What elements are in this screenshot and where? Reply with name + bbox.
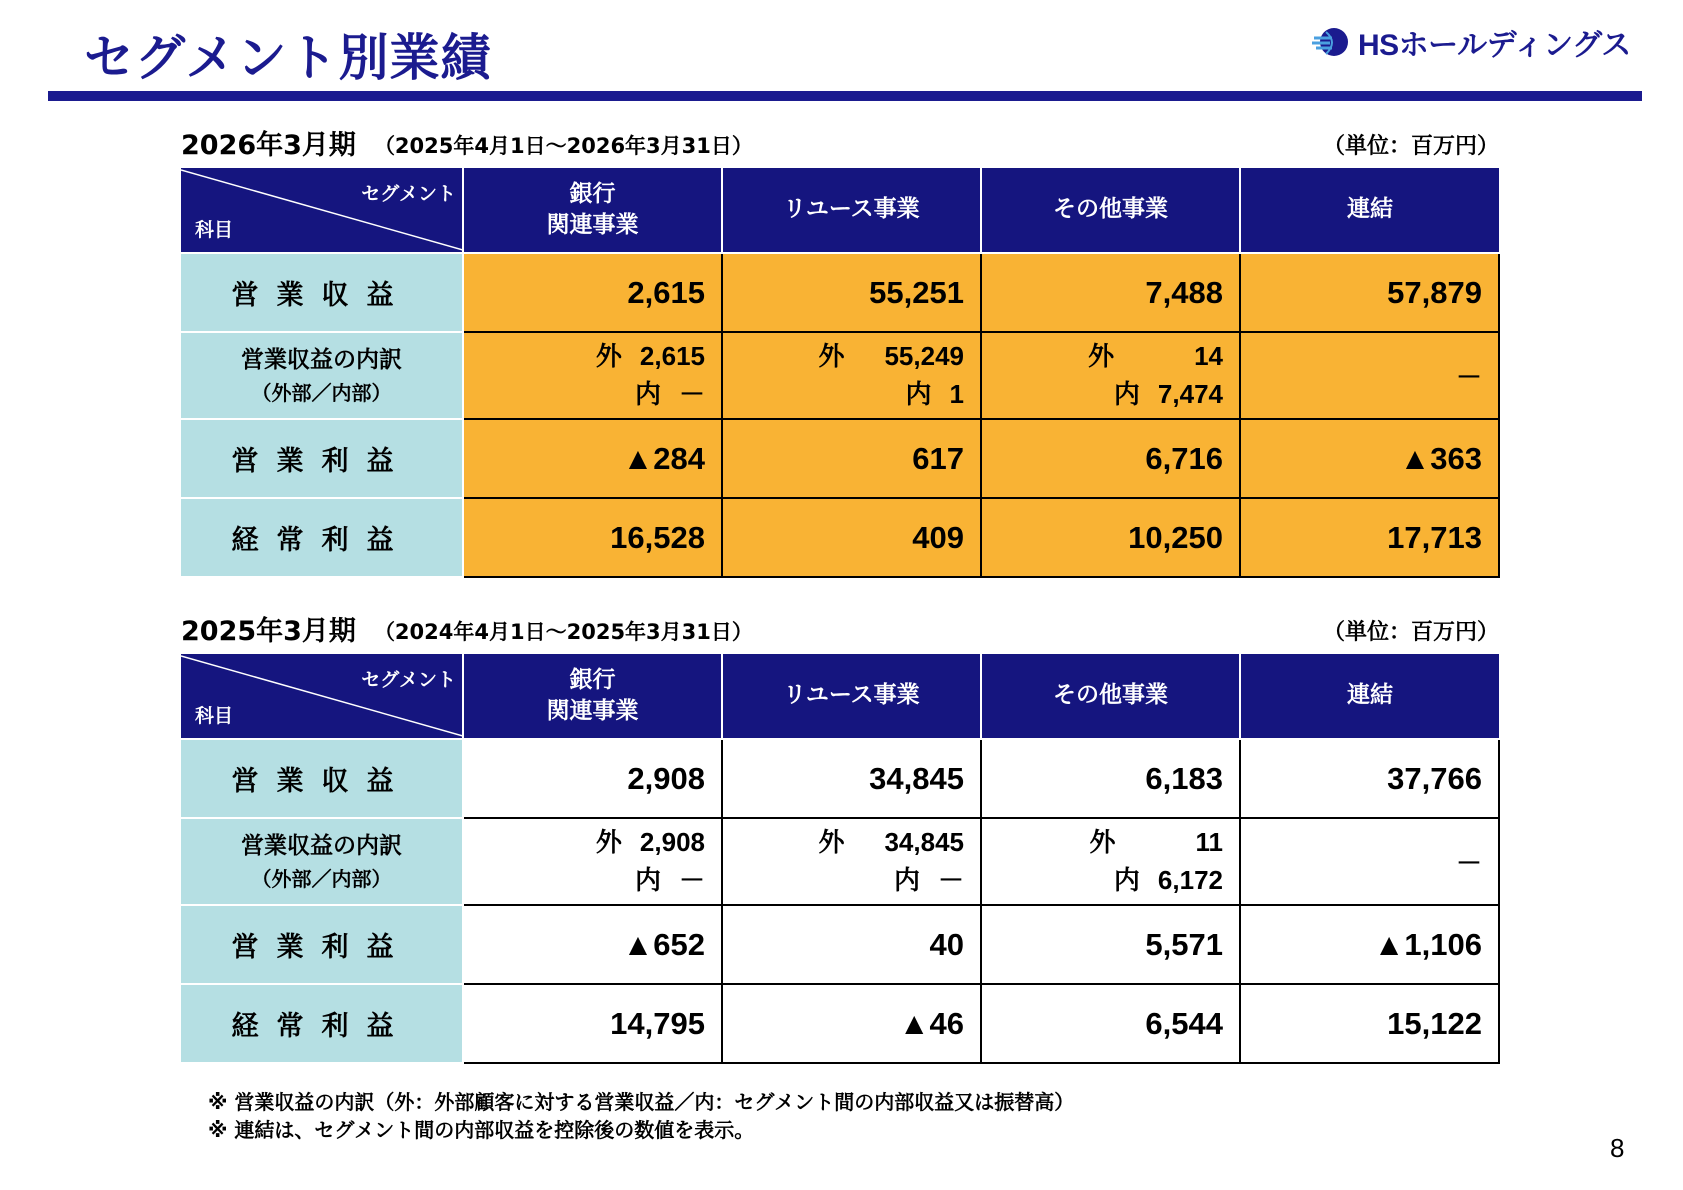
row-label-ord-income: 経常利益 — [181, 498, 463, 577]
cell-value: ▲1,106 — [1240, 905, 1499, 984]
breakdown-cell — [722, 818, 981, 905]
breakdown-cell — [981, 818, 1240, 905]
segment-table-fy2026 — [181, 168, 1500, 578]
segment-axis-label: セグメント — [361, 669, 456, 691]
page-title: セグメント別業績 — [84, 29, 492, 87]
breakdown-consolidated: － — [1240, 818, 1499, 905]
page-number: 8 — [1610, 1133, 1625, 1163]
cell-value: ▲46 — [722, 984, 981, 1063]
ext-key: 外 — [1089, 826, 1116, 857]
item-axis-label: 科目 — [195, 219, 234, 242]
table-row — [181, 419, 1499, 498]
cell-value: 15,122 — [1240, 984, 1499, 1063]
col-header-reuse: リユース事業 — [722, 654, 981, 739]
cell-value: ▲284 — [463, 419, 722, 498]
breakdown-cell — [981, 332, 1240, 419]
breakdown-cell — [463, 818, 722, 905]
company-logo — [1312, 16, 1631, 68]
globe-logo-icon — [1312, 24, 1352, 60]
int-key: 内 — [893, 864, 920, 895]
period-range: （2025年4月1日～2026年3月31日） — [373, 134, 753, 158]
footnote: ※ 営業収益の内訳（外：外部顧客に対する営業収益／内：セグメント間の内部収益又は振替高） — [208, 1090, 1075, 1114]
cell-value: 17,713 — [1240, 498, 1499, 577]
section-header-fy2025 — [181, 612, 1499, 648]
breakdown-label: 営業収益の内訳 — [241, 833, 402, 860]
table-row — [181, 332, 1499, 419]
ext-value: 2,908 — [639, 826, 705, 857]
row-label-revenue: 営業収益 — [181, 253, 463, 332]
corner-header — [181, 168, 463, 253]
breakdown-note: （外部／内部） — [251, 380, 392, 405]
row-label-ord-income: 経常利益 — [181, 984, 463, 1063]
section-header-fy2026 — [181, 126, 1499, 162]
cell-value: 5,571 — [981, 905, 1240, 984]
cell-value: ▲652 — [463, 905, 722, 984]
table-row — [181, 253, 1499, 332]
brand-name: HSホールディングス — [1358, 29, 1631, 62]
int-value: 6,172 — [1157, 864, 1223, 895]
table-row — [181, 739, 1499, 818]
col-header-other: その他事業 — [981, 654, 1240, 739]
title-rule — [48, 91, 1642, 101]
ext-key: 外 — [818, 340, 845, 371]
int-key: 内 — [1113, 864, 1140, 895]
table-row — [181, 818, 1499, 905]
footnote: ※ 連結は、セグメント間の内部収益を控除後の数値を表示。 — [208, 1118, 755, 1142]
int-value: 1 — [949, 378, 964, 409]
row-label-revenue: 営業収益 — [181, 739, 463, 818]
int-value: － — [678, 378, 705, 409]
ext-key: 外 — [595, 826, 622, 857]
table-row — [181, 498, 1499, 577]
cell-value: ▲363 — [1240, 419, 1499, 498]
int-key: 内 — [634, 378, 661, 409]
int-value: 7,474 — [1157, 378, 1223, 409]
col-header-bank: 銀行 関連事業 — [463, 168, 722, 253]
cell-value: 10,250 — [981, 498, 1240, 577]
cell-value: 6,183 — [981, 739, 1240, 818]
cell-value: 40 — [722, 905, 981, 984]
col-header-other: その他事業 — [981, 168, 1240, 253]
item-axis-label: 科目 — [195, 705, 234, 728]
cell-value: 55,251 — [722, 253, 981, 332]
row-label-op-income: 営業利益 — [181, 419, 463, 498]
unit-label: （単位：百万円） — [1322, 134, 1499, 159]
int-key: 内 — [634, 864, 661, 895]
cell-value: 6,716 — [981, 419, 1240, 498]
ext-value: 14 — [1194, 340, 1223, 371]
ext-key: 外 — [1088, 340, 1115, 371]
table-row — [181, 984, 1499, 1063]
ext-value: 34,845 — [884, 826, 964, 857]
ext-key: 外 — [818, 826, 845, 857]
row-label-breakdown — [181, 818, 463, 905]
cell-value: 409 — [722, 498, 981, 577]
cell-value: 37,766 — [1240, 739, 1499, 818]
col-header-consolidated: 連結 — [1240, 168, 1499, 253]
period-label: 2026年3月期 — [181, 130, 356, 161]
breakdown-cell — [722, 332, 981, 419]
row-label-breakdown — [181, 332, 463, 419]
cell-value: 6,544 — [981, 984, 1240, 1063]
breakdown-label: 営業収益の内訳 — [241, 347, 402, 374]
cell-value: 34,845 — [722, 739, 981, 818]
int-value: － — [678, 864, 705, 895]
row-label-op-income: 営業利益 — [181, 905, 463, 984]
segment-axis-label: セグメント — [361, 183, 456, 205]
cell-value: 57,879 — [1240, 253, 1499, 332]
col-header-bank: 銀行 関連事業 — [463, 654, 722, 739]
segment-table-fy2025 — [181, 654, 1500, 1064]
cell-value: 2,908 — [463, 739, 722, 818]
breakdown-consolidated: － — [1240, 332, 1499, 419]
cell-value: 14,795 — [463, 984, 722, 1063]
breakdown-note: （外部／内部） — [251, 866, 392, 891]
int-key: 内 — [1113, 378, 1140, 409]
ext-value: 55,249 — [884, 340, 964, 371]
period-label: 2025年3月期 — [181, 616, 356, 647]
cell-value: 617 — [722, 419, 981, 498]
col-header-consolidated: 連結 — [1240, 654, 1499, 739]
ext-value: 11 — [1195, 826, 1223, 857]
breakdown-cell — [463, 332, 722, 419]
corner-header — [181, 654, 463, 739]
footnotes — [208, 1088, 1074, 1144]
cell-value: 16,528 — [463, 498, 722, 577]
col-header-reuse: リユース事業 — [722, 168, 981, 253]
period-range: （2024年4月1日～2025年3月31日） — [373, 620, 753, 644]
ext-key: 外 — [595, 340, 622, 371]
int-key: 内 — [905, 378, 932, 409]
cell-value: 2,615 — [463, 253, 722, 332]
int-value: － — [937, 864, 964, 895]
cell-value: 7,488 — [981, 253, 1240, 332]
ext-value: 2,615 — [639, 340, 705, 371]
unit-label: （単位：百万円） — [1322, 620, 1499, 645]
table-row — [181, 905, 1499, 984]
